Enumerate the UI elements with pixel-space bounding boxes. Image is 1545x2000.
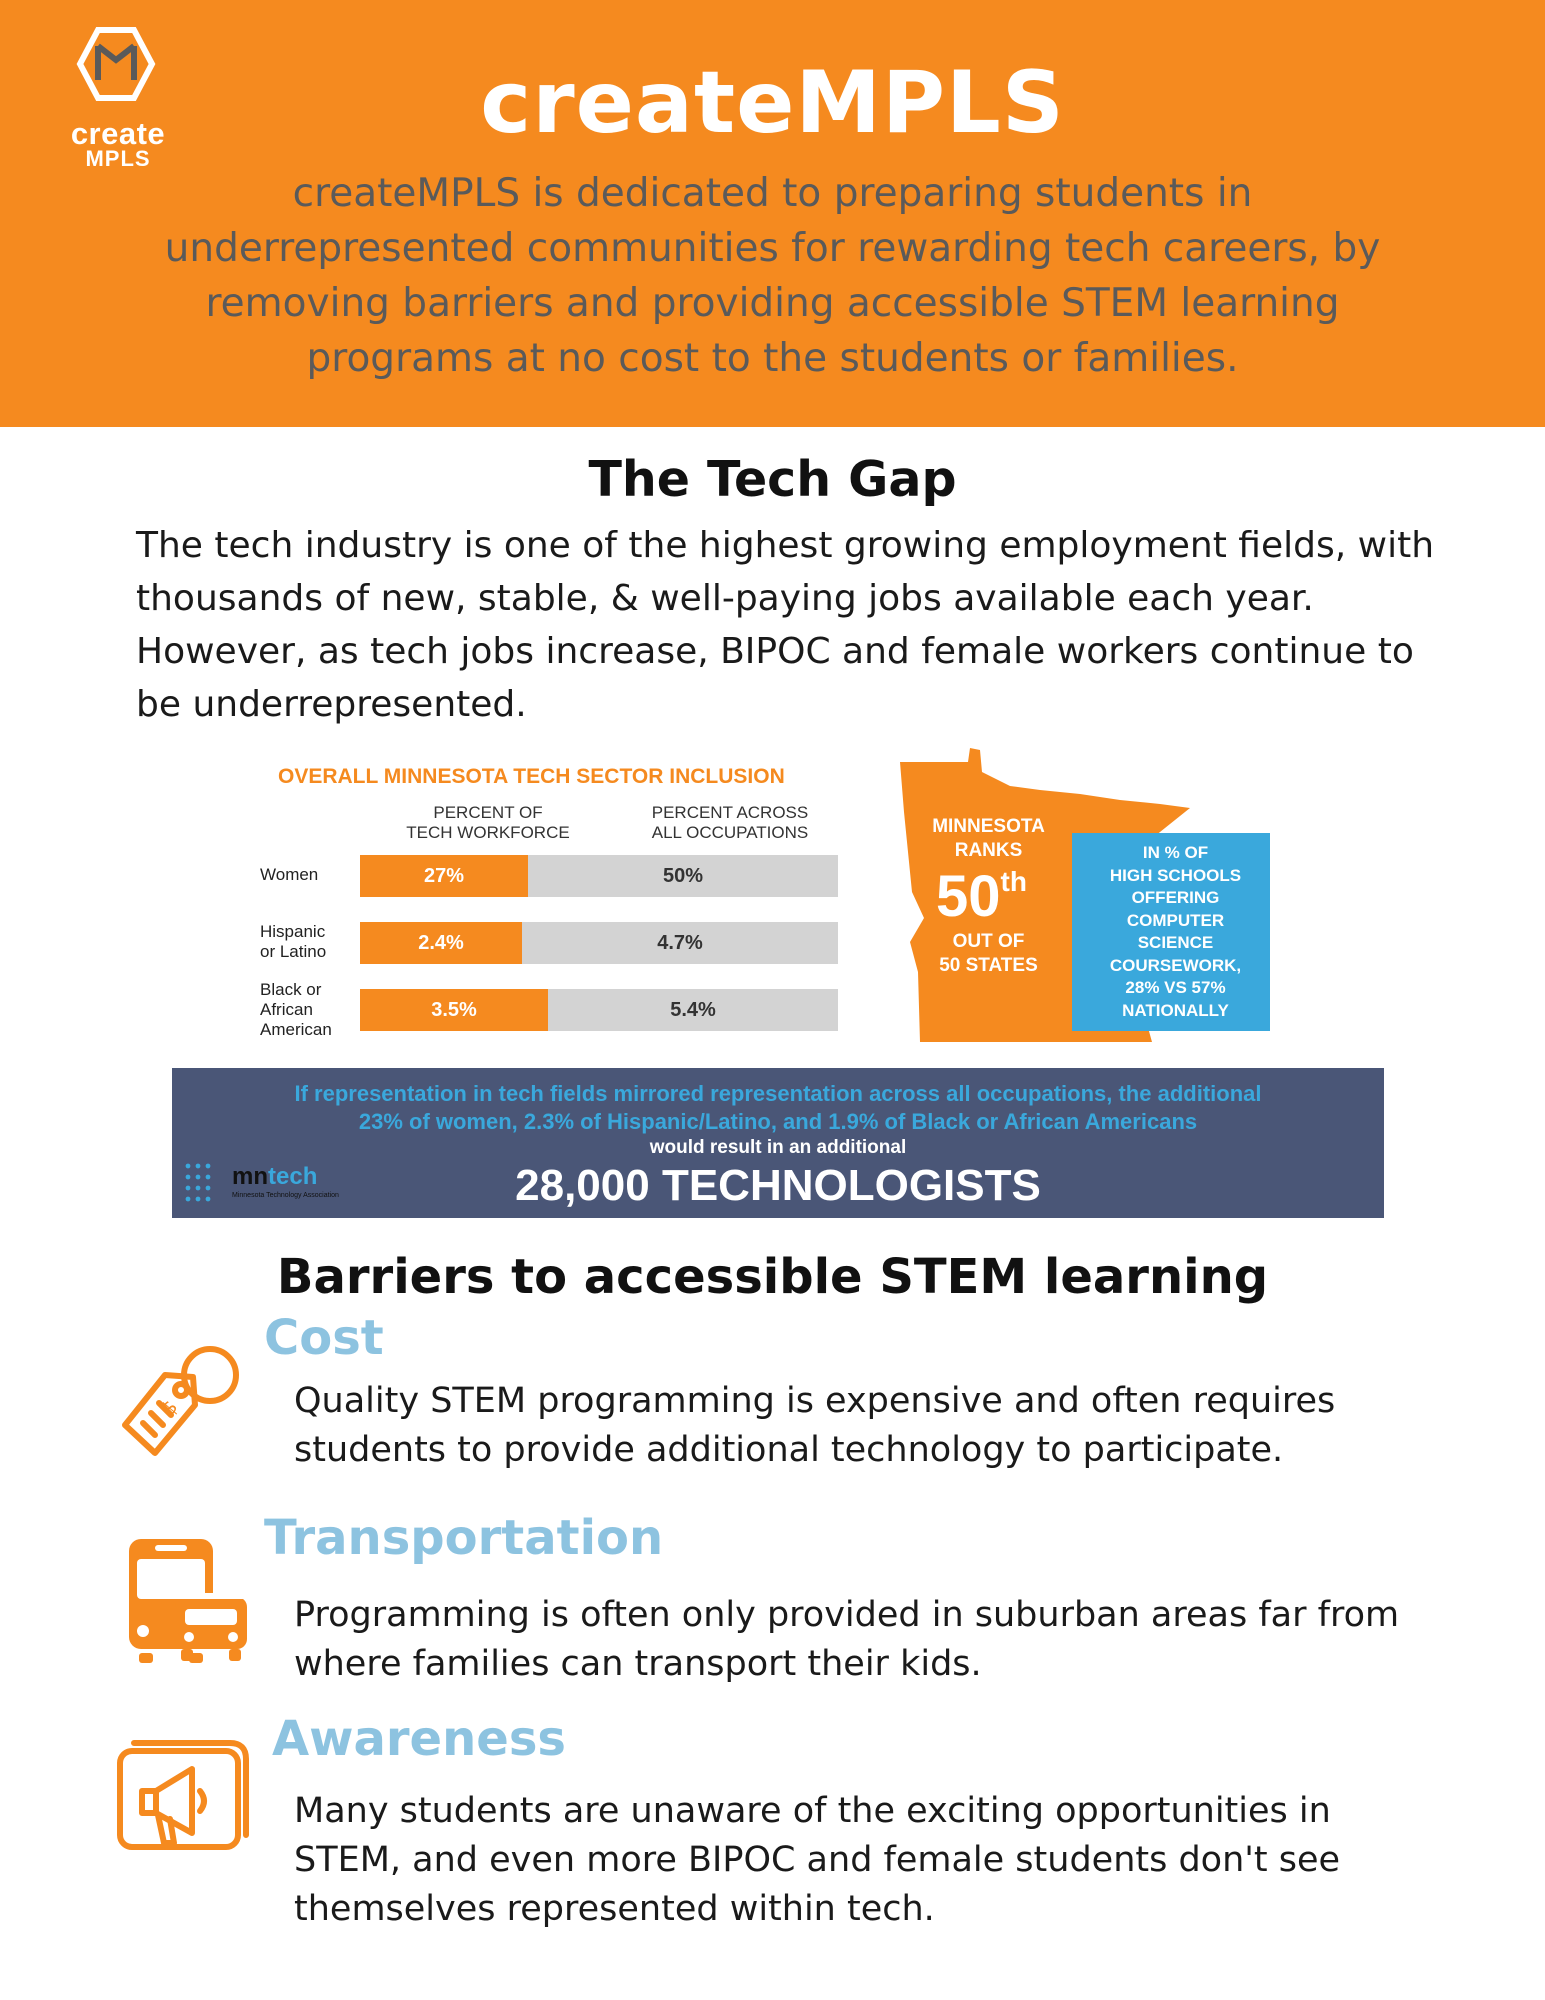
chart-row-label-line: Hispanic [260,922,326,941]
barrier-title-transportation: Transportation [264,1510,664,1566]
cs-coursework-line: SCIENCE [1137,933,1214,952]
chart-column-header-line: PERCENT ACROSS [651,803,809,822]
bus-car-icon [125,1535,250,1665]
chart-row-label-line: American [260,1020,332,1039]
banner-statement-line: 23% of women, 2.3% of Hispanic/Latino, and 1.9% of Black or African Americans [358,1109,1198,1134]
chart-data-label-all: 4.7% [657,932,703,954]
chart-column-header-all [610,803,850,843]
chart-title: OVERALL MINNESOTA TECH SECTOR INCLUSION [278,765,785,788]
mission-statement: createMPLS is dedicated to preparing students in underrepresented communities for rewarding tech careers, by removing barriers and providing accessible STEM learning programs at no cost to the students or families. [164,171,1381,381]
chart-row-label-line: African [260,1000,313,1019]
mn-out-of-line: OUT OF [952,931,1025,952]
mn-rank-suffix: th [1000,866,1027,897]
cs-coursework-line: COURSEWORK, [1109,955,1242,975]
logo-word-mpls: MPLS [85,146,151,171]
chart-bar-row-1 [360,922,838,964]
chart-data-label-tech: 2.4% [418,932,464,954]
barrier-title-cost: Cost [264,1310,384,1366]
barrier-text-awareness: Many students are unaware of the exciting opportunities in STEM, and even more BIPOC and female students don't see themselves represented within tech. [294,1791,1341,1929]
cs-coursework-line: OFFERING [1131,888,1220,907]
chart-data-label-tech: 3.5% [431,999,477,1021]
chart-row-label-line: or Latino [260,942,327,961]
cs-coursework-line: 28% VS 57% [1125,978,1226,997]
barriers-heading: Barriers to accessible STEM learning [276,1249,1269,1305]
chart-column-header-line: ALL OCCUPATIONS [651,823,809,842]
chart-column-header-line: TECH WORKFORCE [406,823,570,842]
cs-coursework-line: COMPUTER [1126,910,1225,930]
chart-bar-row-2 [360,989,838,1031]
price-tag-icon [115,1335,250,1470]
megaphone-icon [114,1735,254,1865]
chart-row-label-line: Black or [260,980,322,999]
banner-subline: would result in an additional [649,1137,907,1158]
svg-text:$: $ [155,1395,183,1421]
mn-rank-number: 50 [936,864,1001,929]
mn-out-of-label [916,930,1061,978]
mntech-dots-icon [182,1160,222,1210]
chart-column-header-tech [368,803,608,843]
cs-coursework-line: IN % OF [1142,843,1209,862]
barrier-text-transportation: Programming is often only provided in suburban areas far from where families can transport their kids. [294,1595,1400,1684]
chart-row-label-black [260,980,332,1040]
mntech-logo-tech: tech [268,1163,318,1190]
banner-statement-line: If representation in tech fields mirrored representation across all occupations, the additional [294,1081,1262,1106]
cs-coursework-line: HIGH SCHOOLS [1109,865,1242,885]
chart-row-label-women: Women [260,865,319,884]
cs-coursework-text [1072,842,1279,1022]
chart-column-header-line: PERCENT OF [433,803,543,822]
mn-ranks-label [916,815,1061,863]
barrier-text-cost: Quality STEM programming is expensive and often requires students to provide additional technology to participate. [294,1381,1336,1470]
tech-gap-body: The tech industry is one of the highest growing employment fields, with thousands of new, stable, & well-paying jobs available each year. However, as tech jobs increase, BIPOC and female workers continue to be underrepresented. [136,525,1435,725]
tech-gap-heading: The Tech Gap [588,451,957,508]
chart-data-label-tech: 27% [423,865,465,887]
chart-bar-row-0 [360,855,838,897]
mntech-logo-subtitle: Minnesota Technology Association [232,1192,339,1199]
mntech-logo-mn: mn [232,1163,268,1190]
barrier-title-awareness: Awareness [272,1711,566,1767]
mntech-logo [232,1163,317,1191]
cs-coursework-line: NATIONALLY [1122,1000,1229,1020]
mn-rank-value [936,862,1027,932]
banner-statement [172,1080,1384,1136]
chart-data-label-all: 50% [662,865,704,887]
chart-data-label-all: 5.4% [670,999,716,1021]
chart-row-label-hispanic [260,922,326,962]
logo-word-create: create [70,116,166,151]
mn-out-of-line: 50 STATES [939,955,1038,976]
banner-technologists: 28,000 TECHNOLOGISTS [515,1161,1041,1210]
mn-ranks-line: MINNESOTA [932,816,1045,837]
page-title: createMPLS [480,53,1065,153]
mn-ranks-line: RANKS [954,840,1023,861]
